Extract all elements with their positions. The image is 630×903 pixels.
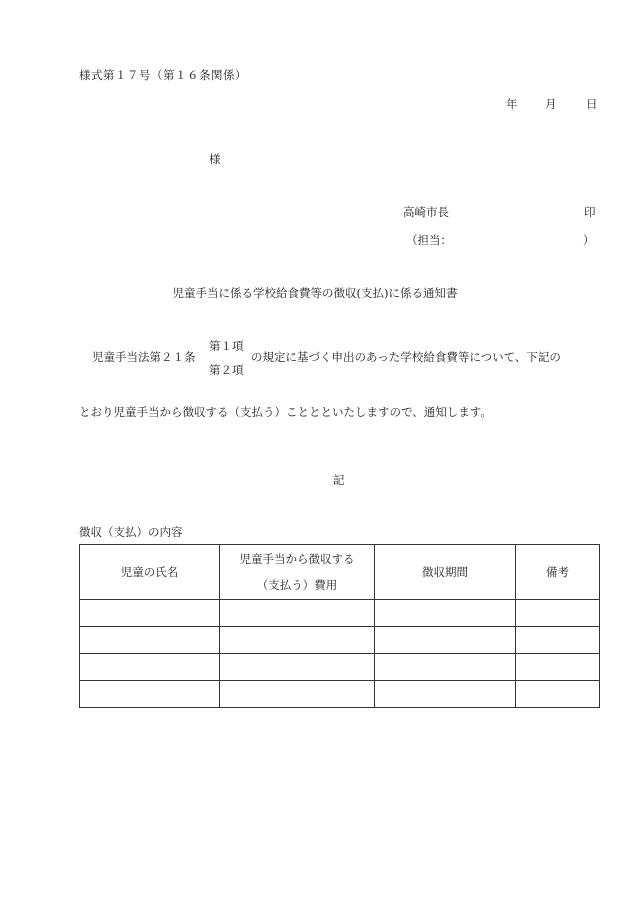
cell-child-name [80, 600, 220, 627]
addressee-suffix: 様 [209, 152, 221, 166]
cell-period [375, 600, 516, 627]
law-item-1: 第１項 [209, 339, 244, 353]
content-table [79, 544, 600, 708]
cell-child-name [80, 627, 220, 654]
law-item-2: 第２項 [209, 363, 244, 377]
cell-fee [220, 681, 375, 708]
date-month-label: 月 [545, 97, 557, 111]
section-title: 徴収（支払）の内容 [79, 525, 183, 539]
body-line-2: とおり児童手当から徴収する（支払う）こととといたしますので、通知します。 [79, 405, 492, 419]
header-remarks: 備考 [516, 545, 600, 600]
contact-close-paren: ） [583, 233, 595, 247]
header-fee-line-1: 児童手当から徴収する [239, 552, 355, 566]
header-fee [220, 545, 375, 600]
ki-heading: 記 [333, 473, 345, 487]
table-row [80, 600, 600, 627]
document-title: 児童手当に係る学校給食費等の徴収(支払)に係る通知書 [172, 286, 458, 300]
cell-period [375, 654, 516, 681]
cell-child-name [80, 681, 220, 708]
cell-fee [220, 654, 375, 681]
body-line-1: の規定に基づく申出のあった学校給食費等について、下記の [251, 350, 561, 364]
cell-remarks [516, 654, 600, 681]
date-day-label: 日 [586, 97, 598, 111]
seal-mark: 印 [584, 205, 596, 219]
header-child-name: 児童の氏名 [80, 545, 220, 600]
cell-remarks [516, 627, 600, 654]
date-year-label: 年 [506, 97, 518, 111]
issuer-title: 高崎市長 [403, 205, 449, 219]
cell-remarks [516, 600, 600, 627]
cell-fee [220, 600, 375, 627]
header-fee-line-2: （支払う）費用 [256, 578, 338, 592]
table-row [80, 654, 600, 681]
cell-period [375, 627, 516, 654]
form-number: 様式第１７号（第１６条関係） [79, 68, 247, 82]
table-header-row [80, 545, 600, 600]
law-reference: 児童手当法第２１条 [92, 350, 196, 364]
header-period: 徴収期間 [375, 545, 516, 600]
table-row [80, 627, 600, 654]
table-row [80, 681, 600, 708]
cell-period [375, 681, 516, 708]
cell-child-name [80, 654, 220, 681]
cell-remarks [516, 681, 600, 708]
cell-fee [220, 627, 375, 654]
contact-label: （担当： [406, 233, 452, 247]
